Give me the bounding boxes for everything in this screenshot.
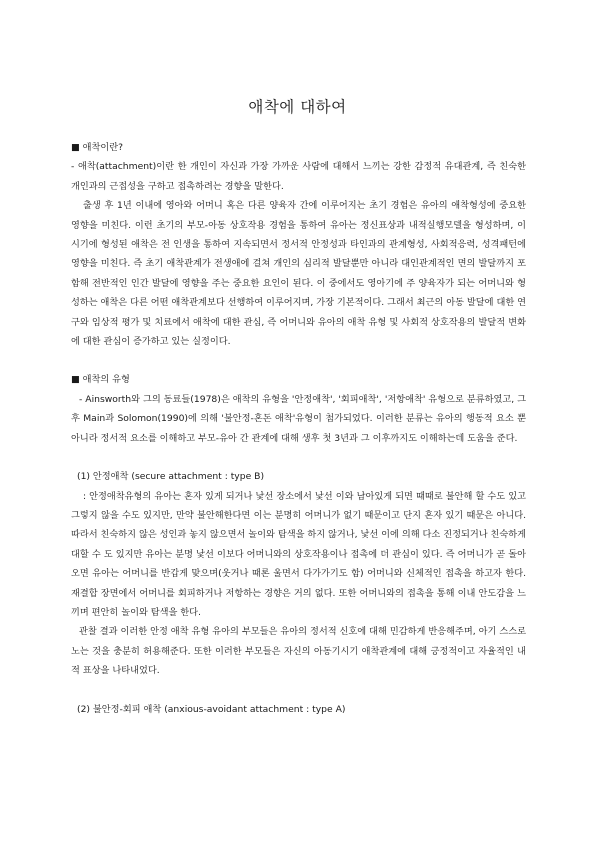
document-body [71,138,526,719]
paragraph-secure-parents: 관찰 결과 이러한 안정 애착 유형 유아의 부모들은 유아의 정서적 신호에 대해 민감하게 반응해주며, 아기 스스로 노는 것을 충분히 허용해준다. 또한 이러한 부모들은 자신의 아동기시기 애착관계에 대해 긍정적이고 자율적인 내적 표상을 나타내었다. [71,626,526,677]
paragraph-early-experience: 출생 후 1년 이내에 영아와 어머니 혹은 다른 양육자 간에 이루어지는 초기 경험은 유아의 애착형성에 중요한 영향을 미친다. 이런 초기의 부모-아동 상호작용 경험을 통하여 유아는 정신표상과 내적실행모델을 형성하며, 이 시기에 형성된 애착은 전 인생을 통하여 지속되면서 정서적 안정성과 타인과의 관계형성, 사회적응력, 성격패턴에 영향을 미친다. 즉 초기 애착관계가 전생애에 걸쳐 개인의 심리적 발달뿐만 아니라 대인관계적인 면의 발달까지 포함해 전반적인 인간 발달에 영향을 주는 중요한 요인이 된다. 이 중에서도 영아기에 주 양육자가 되는 어머니와 형성하는 애착은 다른 어떤 애착관계보다 선행하여 이루어지며, 가장 기본적이다. 그래서 최근의 아동 발달에 대한 연구와 임상적 평가 및 치료에서 애착에 대한 관심, 즉 어머니와 유아의 애착 유형 및 사회적 상호작용의 발달적 변화에 대한 관심이 증가하고 있는 실정이다. [71,200,526,348]
paragraph-classification: - Ainsworth와 그의 동료들(1978)은 애착의 유형을 '안정애착', '회피애착', '저항애착' 유형으로 분류하였고, 그 후 Main과 Solomon(1990)에 의해 '불안정-혼돈 애착'유형이 첨가되었다. 이러한 분류는 유아의 행동적 요소 뿐 아니라 정서적 요소를 이해하고 부모-유아 간 관계에 대해 생후 첫 3년과 그 이후까지도 이해하는데 도움을 준다. [71,393,526,444]
paragraph-secure-description: : 안정애착유형의 유아는 혼자 있게 되거나 낯선 장소에서 낯선 이와 남아있게 되면 때때로 불안해 할 수도 있고 그렇지 않을 수도 있지만, 만약 불안해한다면 이는 분명히 어머니가 없기 때문이고 단지 혼자 있기 때문은 아니다. 따라서 친숙하지 않은 성인과 놓지 않으면서 놀이와 탐색을 하지 않거나, 낯선 이에 의해 다소 진정되거나 친숙하게 대할 수 도 있지만 유아는 분명 낯선 이보다 어머니와의 상호작용이나 접촉에 더 관심이 있다. 즉 어머니가 곧 돌아오면 유아는 어머니를 반갑게 맞으며(웃거나 때론 울면서 다가가기도 함) 어머니와 신체적인 접촉을 하고자 한다. 재결합 장면에서 어머니를 회피하거나 저항하는 경향은 거의 없다. 또한 어머니와의 접촉을 통해 이내 안도감을 느끼며 편안히 놀이와 탐색을 한다. [71,490,526,618]
subsection-heading-secure: (1) 안정애착 (secure attachment : type B) [77,471,265,483]
section-heading-types: ■ 애착의 유형 [71,374,130,386]
page-title: 애착에 대하여 [248,98,347,116]
spacer [71,448,526,467]
paragraph-definition: - 애착(attachment)이란 한 개인이 자신과 가장 가까운 사람에 대해서 느끼는 강한 감정적 유대관계, 즉 친숙한 개인과의 근접성을 구하고 접촉하려는 경향을 말한다. [71,161,526,192]
spacer [71,681,526,700]
section-heading-what: ■ 애착이란? [71,142,123,153]
subsection-heading-avoidant: (2) 불안정-회피 애착 (anxious-avoidant attachment : type A) [77,703,346,715]
spacer [71,351,526,370]
